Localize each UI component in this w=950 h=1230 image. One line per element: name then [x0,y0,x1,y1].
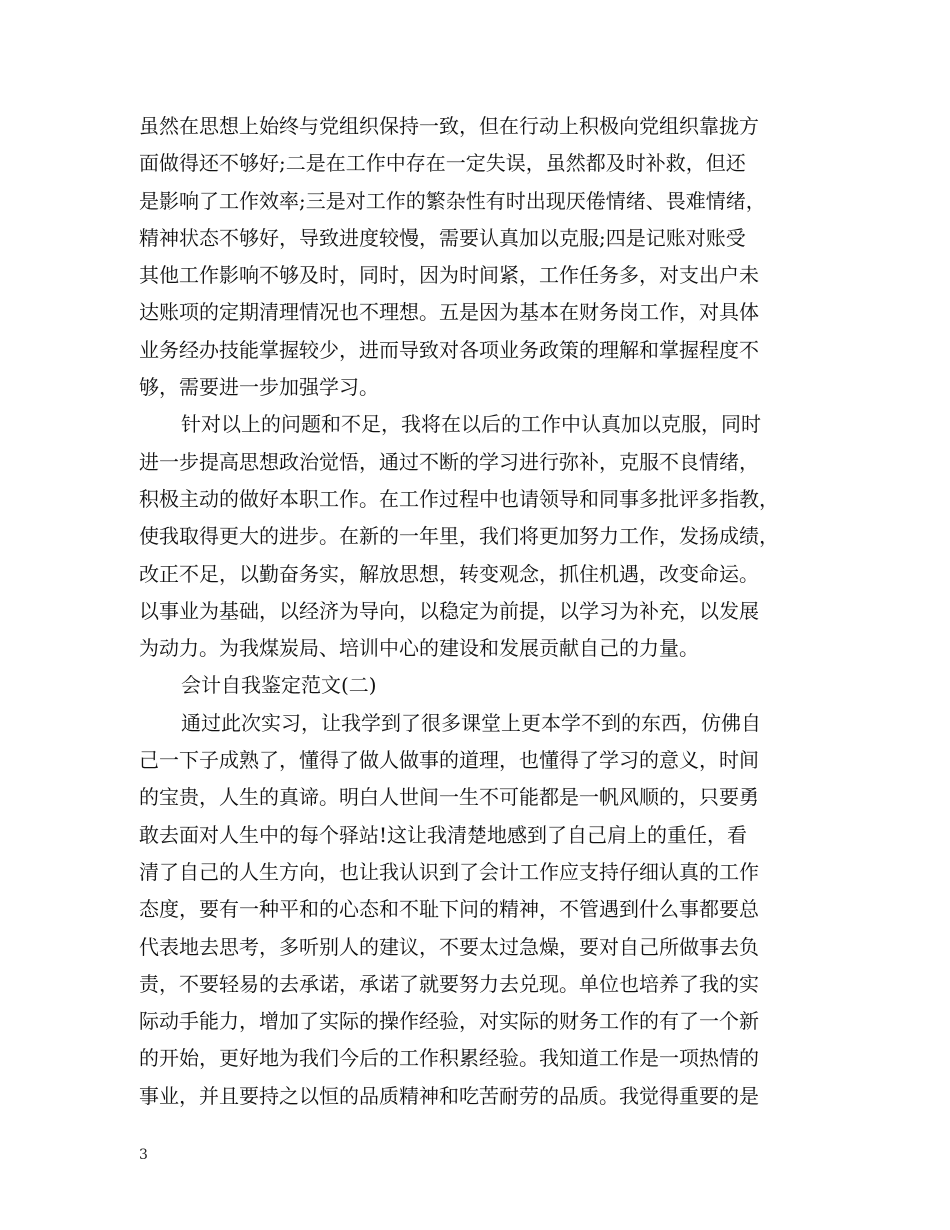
text-line: 改正不足，以勤奋务实，解放思想，转变观念，抓住机遇，改变命运。 [139,561,759,586]
text-line: 进一步提高思想政治觉悟，通过不断的学习进行弥补，克服不良情绪， [139,449,759,474]
text-line: 事业，并且要持之以恒的品质精神和吃苦耐劳的品质。我觉得重要的是 [139,1083,759,1108]
body-text [139,108,824,1115]
text-line: 针对以上的问题和不足，我将在以后的工作中认真加以克服，同时 [181,412,761,437]
text-line: 代表地去思考，多听别人的建议，不要太过急燥，要对自己所做事去负 [139,934,759,959]
text-line: 态度，要有一种平和的心态和不耻下问的精神，不管遇到什么事都要总 [139,897,759,922]
text-line: 够，需要进一步加强学习。 [139,375,379,400]
text-line: 以事业为基础，以经济为导向，以稳定为前提，以学习为补充，以发展 [139,598,759,623]
text-line: 是影响了工作效率;三是对工作的繁杂性有时出现厌倦情绪、畏难情绪， [139,188,766,213]
text-line: 的开始，更好地为我们今后的工作积累经验。我知道工作是一项热情的 [139,1046,759,1071]
text-line: 会计自我鉴定范文(二) [181,673,377,698]
page-number: 3 [139,1147,148,1163]
text-line: 己一下子成熟了，懂得了做人做事的道理，也懂得了学习的意义，时间 [139,748,759,773]
text-line: 的宝贵，人生的真谛。明白人世间一生不可能都是一帆风顺的，只要勇 [139,785,759,810]
text-line: 际动手能力，增加了实际的操作经验，对实际的财务工作的有了一个新 [139,1009,759,1034]
text-line: 通过此次实习，让我学到了很多课堂上更本学不到的东西，仿佛自 [181,710,761,735]
text-line: 清了自己的人生方向，也让我认识到了会计工作应支持仔细认真的工作 [139,859,759,884]
text-line: 精神状态不够好，导致进度较慢，需要认真加以克服;四是记账对账受 [139,225,746,250]
text-line: 业务经办技能掌握较少，进而导致对各项业务政策的理解和掌握程度不 [139,337,759,362]
text-line: 责，不要轻易的去承诺，承诺了就要努力去兑现。单位也培养了我的实 [139,971,759,996]
text-line: 虽然在思想上始终与党组织保持一致，但在行动上积极向党组织靠拢方 [139,114,759,138]
text-line: 其他工作影响不够及时，同时，因为时间紧，工作任务多，对支出户未 [139,263,759,288]
text-line: 面做得还不够好;二是在工作中存在一定失误，虽然都及时补救，但还 [139,151,746,176]
text-line: 达账项的定期清理情况也不理想。五是因为基本在财务岗工作，对具体 [139,300,759,325]
text-line: 敢去面对人生中的每个驿站!这让我清楚地感到了自己肩上的重任，看 [139,822,748,847]
text-line: 使我取得更大的进步。在新的一年里，我们将更加努力工作，发扬成绩， [139,524,779,549]
text-line: 积极主动的做好本职工作。在工作过程中也请领导和同事多批评多指教， [139,486,779,511]
text-line: 为动力。为我煤炭局、培训中心的建设和发展贡献自己的力量。 [139,636,699,661]
